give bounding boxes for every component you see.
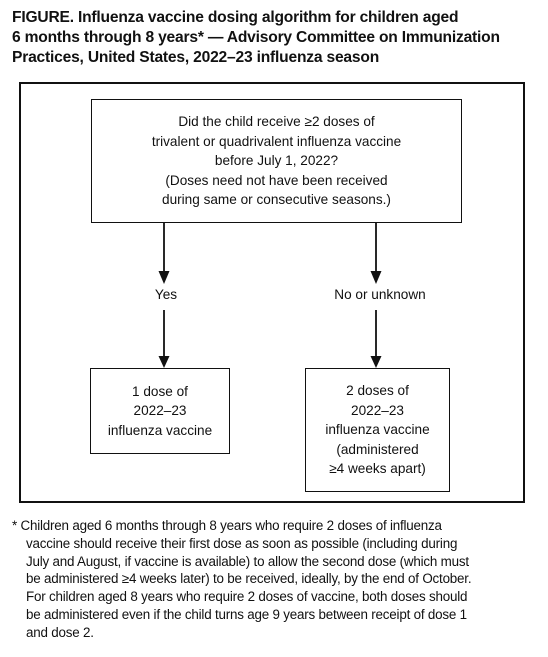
figure-title [12, 8, 538, 68]
title-line-3: Practices, United States, 2022–23 influenza season [12, 49, 380, 66]
footnote-line-5: For children aged 8 years who require 2 doses of vaccine, both doses should [26, 589, 468, 605]
footnote-line-2: vaccine should receive their first dose as soon as possible (including during [26, 535, 458, 551]
two-doses-line-5: ≥4 weeks apart) [329, 461, 426, 477]
one-dose-line-1: 1 dose of [132, 383, 188, 399]
two-doses-line-1: 2 doses of [346, 383, 409, 399]
one-dose-box [90, 368, 230, 454]
footnote-line-4: be administered ≥4 weeks later) to be received, ideally, by the end of October. [26, 571, 472, 587]
question-line-2: trivalent or quadrivalent influenza vaccine [151, 133, 402, 149]
footnote [12, 517, 538, 642]
question-line-1: Did the child receive ≥2 doses of [178, 114, 375, 130]
yes-branch-label: Yes [142, 286, 190, 304]
footnote-line-7: and dose 2. [26, 624, 94, 640]
two-doses-line-3: influenza vaccine [325, 422, 430, 438]
question-line-4: (Doses need not have been received [165, 172, 388, 188]
footnote-line-6: be administered even if the child turns age 9 years between receipt of dose 1 [26, 606, 467, 622]
two-doses-line-4: (administered [336, 441, 419, 457]
no-branch-label: No or unknown [318, 286, 442, 304]
title-line-1: FIGURE. Influenza vaccine dosing algorithm for children aged [12, 9, 459, 26]
question-box [91, 99, 462, 223]
question-line-3: before July 1, 2022? [214, 153, 339, 169]
one-dose-line-3: influenza vaccine [107, 422, 213, 438]
two-doses-box [305, 368, 450, 492]
footnote-line-3: July and August, if vaccine is available) to allow the second dose (which must [26, 553, 469, 569]
one-dose-line-2: 2022–23 [133, 403, 187, 419]
two-doses-line-2: 2022–23 [351, 402, 404, 418]
title-line-2: 6 months through 8 years* — Advisory Committee on Immunization [12, 29, 500, 46]
footnote-line-1: * Children aged 6 months through 8 years who require 2 doses of influenza [12, 518, 442, 533]
question-line-5: during same or consecutive seasons.) [162, 192, 391, 208]
